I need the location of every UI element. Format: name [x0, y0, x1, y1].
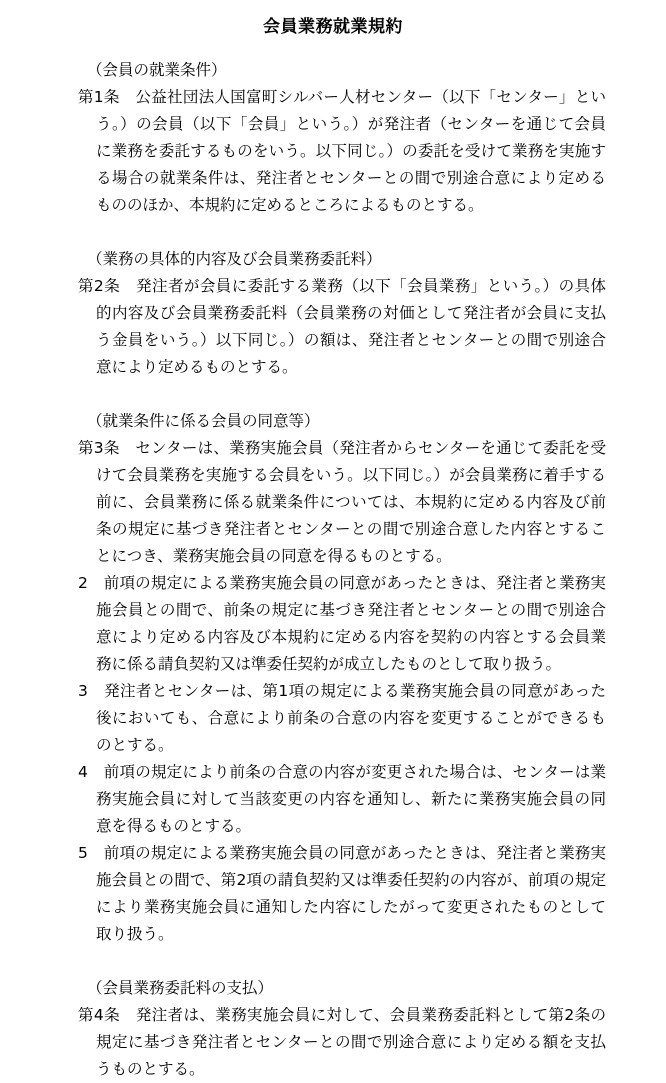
section-spacer [78, 219, 606, 246]
clause-item: 4 前項の規定により前条の合意の内容が変更された場合は、センターは業務実施会員に対して当該変更の内容を通知し、新たに業務実施会員の同意を得るものとする。 [78, 763, 606, 835]
section-heading: （会員業務委託料の支払） [87, 979, 274, 997]
section-article-4 [78, 975, 606, 1083]
article-body: 第2条 発注者が会員に委託する業務（以下「会員業務」という。）の具体的内容及び会員業務委託料（会員業務の対価として発注者が会員に支払う金員をいう。）以下同じ。）の額は、発注者とセンターとの間で別途合意により定めるものとする。 [78, 277, 606, 376]
section-spacer [78, 948, 606, 975]
section-heading: （業務の具体的内容及び会員業務委託料） [87, 250, 382, 268]
section-spacer [78, 381, 606, 408]
section-article-3 [78, 408, 606, 948]
clause-item: 3 発注者とセンターは、第1項の規定による業務実施会員の同意があった後においても、合意により前条の合意の内容を変更することができるものとする。 [78, 682, 606, 754]
section-article-1 [78, 57, 606, 219]
article-body: 第4条 発注者は、業務実施会員に対して、会員業務委託料として第2条の規定に基づき発注者とセンターとの間で別途合意により定める額を支払うものとする。 [78, 1006, 606, 1078]
article-body: 第3条 センターは、業務実施会員（発注者からセンターを通じて委託を受けて会員業務を実施する会員をいう。以下同じ。）が会員業務に着手する前に、会員業務に係る就業条件については、本規約に定める内容及び前条の規定に基づき発注者とセンターとの間で別途合意した内容とすることにつき、業務実施会員の同意を得るものとする。 [78, 439, 606, 565]
clause-item: 2 前項の規定による業務実施会員の同意があったときは、発注者と業務実施会員との間で、前条の規定に基づき発注者とセンターとの間で別途合意により定める内容及び本規約に定める内容を契約の内容とする会員業務に係る請負契約又は準委任契約が成立したものとして取り扱う。 [78, 574, 606, 673]
section-article-2 [78, 246, 606, 381]
section-heading: （就業条件に係る会員の同意等） [87, 412, 320, 430]
page-title: 会員業務就業規約 [263, 17, 403, 37]
clause-item: 5 前項の規定による業務実施会員の同意があったときは、発注者と業務実施会員との間で、第2項の請負契約又は準委任契約の内容が、前項の規定により業務実施会員に通知した内容にしたがって変更されたものとして取り扱う。 [78, 844, 606, 943]
section-heading: （会員の就業条件） [87, 61, 227, 79]
document-body [78, 57, 606, 1083]
article-body: 第1条 公益社団法人国富町シルバー人材センター（以下「センター」という。）の会員（以下「会員」という。）が発注者（センターを通じて会員に業務を委託するものをいう。以下同じ。）の委託を受けて業務を実施する場合の就業条件は、発注者とセンターとの間で別途合意により定めるもののほか、本規約に定めるところによるものとする。 [78, 88, 606, 214]
